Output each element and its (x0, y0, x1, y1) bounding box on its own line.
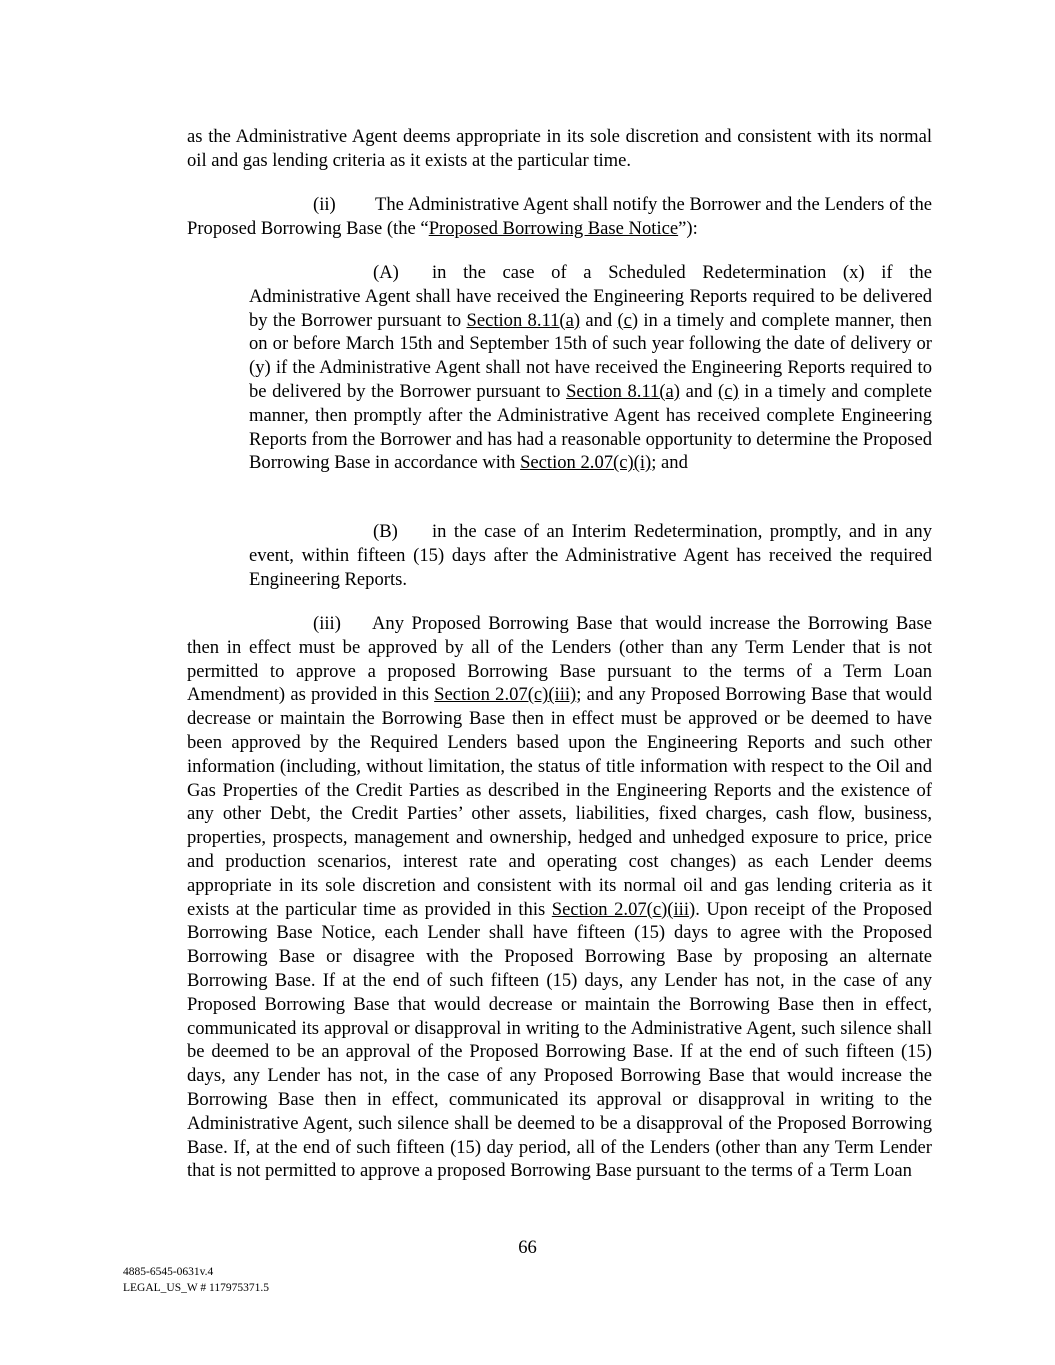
paragraph-A-text: in the case of a Scheduled Redetermination (x) if the Administrative Agent shall have received the Engineering Reports required to be delivered by the Borrower pursuant to (249, 262, 932, 331)
paragraph-continued (187, 125, 932, 173)
paragraph-continued-text: as the Administrative Agent deems appropriate in its sole discretion and consistent with its normal oil and gas lending criteria as it exists at the particular time. (187, 126, 932, 171)
section-reference: Section 2.07(c)(iii) (434, 684, 577, 706)
paragraph-ii-label: (ii) (313, 194, 336, 215)
paragraph-B-text: in the case of an Interim Redetermination, promptly, and in any event, within fifteen (15) days after the Administrative Agent has received the required Engineering Reports. (249, 521, 932, 590)
paragraph-B (249, 520, 932, 591)
defined-term: Proposed Borrowing Base Notice (428, 217, 679, 239)
footer-legal-id: LEGAL_US_W # 117975371.5 (123, 1282, 269, 1294)
section-reference: Section 2.07(c)(i) (520, 452, 652, 474)
page-number: 66 (518, 1237, 537, 1258)
section-reference: (c) (617, 309, 639, 331)
paragraph-A-text: and (580, 309, 618, 331)
paragraph-A (249, 261, 932, 475)
section-reference: Section 8.11(a) (466, 309, 581, 331)
paragraph-A-text: in a timely and complete manner, then on or before March 15th and September 15th of such year following the date of delivery or (y) if the Administrative Agent shall not have received the Engineering Reports required to be delivered by the Borrower pursuant to (249, 309, 932, 402)
paragraph-ii (187, 193, 932, 241)
paragraph-ii-text: The Administrative Agent shall notify the Borrower and the Lenders of the Proposed Borrowing Base (the “ (187, 194, 932, 239)
section-reference: Section 2.07(c)(iii) (551, 898, 696, 920)
paragraph-A-label: (A) (373, 262, 399, 283)
footer-document-id: 4885-6545-0631v.4 (123, 1266, 214, 1278)
paragraph-iii-text: ; and any Proposed Borrowing Base that would decrease or maintain the Borrowing Base then in effect must be approved or be deemed to have been approved by the Required Lenders based upon the Engineering Reports and such other information (including, without limitation, the status of title information with respect to the Oil and Gas Properties of the Credit Parties as described in the Engineering Reports and the existence of any other Debt, the Credit Parties’ other assets, liabilities, fixed charges, cash flow, business, properties, prospects, management and ownership, hedged and unhedged exposure to price, price and production scenarios, interest rate and operating cost changes) as each Lender deems appropriate in its sole discretion and consistent with its normal oil and gas lending criteria as it exists at the particular time as provided in this (187, 684, 932, 920)
paragraph-B-label: (B) (373, 521, 398, 542)
paragraph-A-text: ; and (651, 452, 688, 474)
section-reference: Section 8.11(a) (566, 380, 680, 402)
paragraph-iii-text: Any Proposed Borrowing Base that would increase the Borrowing Base then in effect must be approved by all of the Lenders (other than any Term Lender that is not permitted to approve a proposed Borrowing Base pursuant to the terms of a Term Loan Amendment) as provided in this (187, 613, 932, 706)
paragraph-iii (187, 612, 932, 1183)
paragraph-iii-text: . Upon receipt of the Proposed Borrowing Base Notice, each Lender shall have fifteen (15) days to agree with the Proposed Borrowing Base or disagree with the Proposed Borrowing Base by proposing an alternate Borrowing Base. If at the end of such fifteen (15) days, any Lender has not, in the case of any Proposed Borrowing Base that would decrease or maintain the Borrowing Base then in effect, communicated its approval or disapproval in writing to the Administrative Agent, such silence shall be deemed to be an approval of the Proposed Borrowing Base. If at the end of such fifteen (15) days, any Lender has not, in the case of any Proposed Borrowing Base that would increase the Borrowing Base then in effect, communicated its approval or disapproval in writing to the Administrative Agent, such silence shall be deemed to be a disapproval of the Proposed Borrowing Base. If, at the end of such fifteen (15) day period, all of the Lenders (other than any Term Lender that is not permitted to approve a proposed Borrowing Base pursuant to the terms of a Term Loan (187, 898, 932, 1182)
paragraph-ii-text-end: ”): (678, 217, 698, 239)
paragraph-iii-label: (iii) (313, 613, 341, 634)
paragraph-A-text: and (679, 380, 719, 402)
paragraph-A-text: in a timely and complete manner, then promptly after the Administrative Agent has received complete Engineering Reports from the Borrower and has had a reasonable opportunity to determine the Proposed Borrowing Base in accordance with (249, 380, 932, 474)
section-reference: (c) (718, 380, 739, 402)
